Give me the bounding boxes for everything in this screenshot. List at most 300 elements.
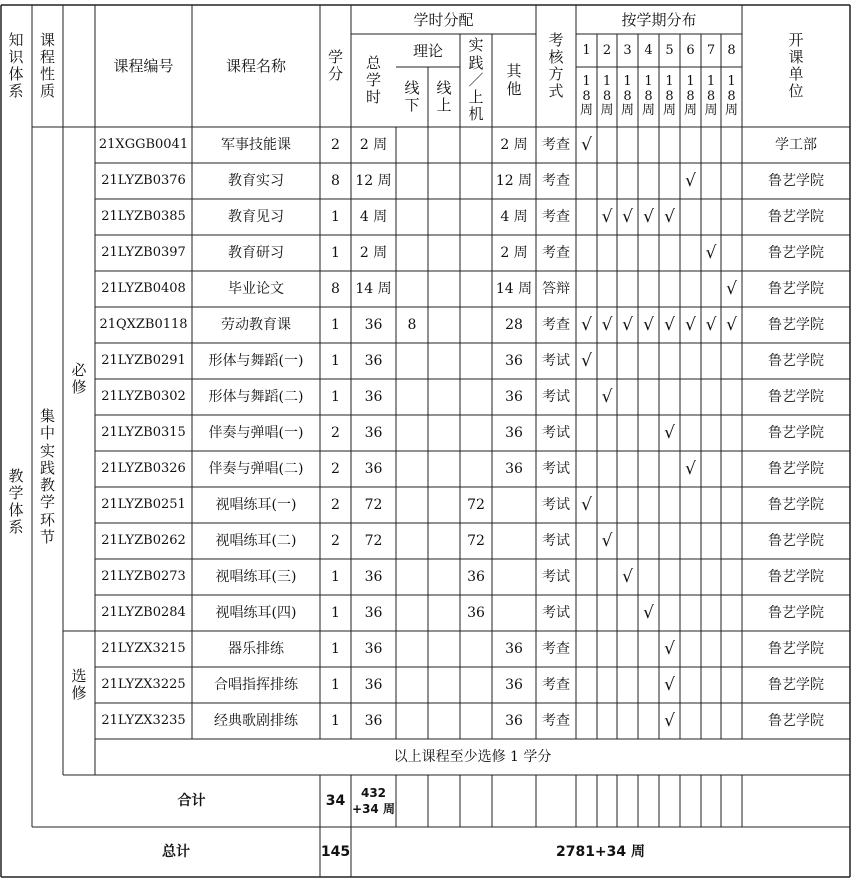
course-online-hours: [428, 307, 460, 343]
header-credit: [320, 5, 351, 127]
course-code: 21LYZB0385: [101, 209, 186, 225]
total-credit: 145: [320, 843, 351, 860]
header-theory: 理论: [412, 41, 443, 60]
semester-check-mark: √: [601, 314, 613, 335]
course-credit: 1: [331, 568, 340, 585]
char: 集: [39, 407, 55, 425]
course-name: 视唱练耳(二): [215, 532, 297, 549]
char: 课: [788, 47, 804, 66]
course-other-hours: 14 周: [495, 280, 533, 297]
header-assess: [536, 5, 576, 127]
course-offline-hours: [396, 235, 428, 271]
course-total-hours: 36: [364, 568, 383, 585]
knowledge-label: [32, 127, 63, 827]
course-unit: 鲁艺学院: [768, 424, 824, 441]
course-practice-hours: [460, 235, 492, 271]
course-other-hours: 36: [505, 352, 523, 369]
char: 8: [706, 88, 716, 104]
char: 周: [724, 103, 738, 119]
char: 环: [39, 510, 55, 529]
header-hours: 学时分配: [413, 10, 474, 29]
subtotal-hours-line: 432: [360, 785, 387, 800]
char: 1: [644, 73, 653, 89]
course-unit: 鲁艺学院: [768, 712, 824, 729]
course-code: 21XGGB0041: [98, 137, 189, 153]
course-name: 视唱练耳(四): [215, 604, 297, 621]
course-code: 21LYZB0376: [101, 173, 186, 189]
char: 1: [602, 73, 612, 89]
course-name: 形体与舞蹈(一): [208, 352, 304, 369]
subtotal-label: 合计: [177, 792, 206, 809]
course-name: 合唱指挥排练: [214, 676, 298, 693]
semester-check-mark: √: [664, 314, 675, 335]
course-other-hours: 36: [505, 676, 523, 693]
char: 式: [548, 82, 564, 101]
course-other-hours: [492, 595, 536, 631]
course-total-hours: 36: [364, 604, 383, 621]
course-offline-hours: [396, 487, 428, 523]
course-credit: 8: [331, 280, 340, 297]
course-online-hours: [428, 235, 460, 271]
course-practice-hours: [460, 415, 492, 451]
course-unit: 鲁艺学院: [768, 460, 824, 477]
header-sem-weeks: [576, 67, 597, 127]
semester-check-mark: √: [601, 206, 613, 227]
char: 位: [788, 82, 804, 101]
char: 节: [39, 527, 55, 546]
course-total-hours: 36: [364, 424, 383, 441]
char: 程: [39, 47, 55, 66]
subtotal-credit: 34: [325, 792, 346, 809]
char: 质: [39, 82, 55, 101]
elective-label: [63, 631, 95, 739]
course-name: 器乐排练: [228, 640, 284, 657]
char: 1: [706, 73, 716, 89]
course-practice-hours: [460, 307, 492, 343]
char: 体: [8, 65, 24, 83]
char: 教: [8, 466, 24, 485]
char: 单: [788, 65, 804, 83]
course-code: 21LYZB0262: [101, 533, 186, 549]
semester-check-mark: √: [643, 602, 654, 623]
course-other-hours: 4 周: [500, 208, 528, 225]
header-name: 课程名称: [225, 57, 286, 75]
course-offline-hours: [396, 451, 428, 487]
course-name: 毕业论文: [228, 280, 284, 297]
course-offline-hours: [396, 199, 428, 235]
header-sem-number: 8: [727, 42, 736, 58]
course-credit: 1: [331, 640, 340, 657]
semester-check-mark: √: [581, 314, 592, 335]
course-online-hours: [428, 343, 460, 379]
course-unit: 鲁艺学院: [768, 388, 824, 405]
char: 修: [71, 378, 87, 396]
course-other-hours: 36: [505, 424, 523, 441]
char: 8: [623, 88, 632, 104]
semester-check-mark: √: [664, 206, 675, 227]
course-online-hours: [428, 559, 460, 595]
course-practice-hours: 36: [467, 604, 485, 621]
course-total-hours: 36: [364, 316, 383, 333]
course-assess: 考查: [542, 712, 570, 729]
course-practice-hours: [460, 127, 492, 163]
semester-check-mark: √: [664, 638, 675, 659]
char: 学: [327, 47, 343, 66]
course-offline-hours: [396, 703, 428, 739]
char: 周: [683, 103, 697, 119]
course-assess: 考查: [542, 244, 570, 261]
course-unit: 鲁艺学院: [768, 640, 824, 657]
course-online-hours: [428, 487, 460, 523]
course-offline-hours: [396, 127, 428, 163]
course-total-hours: 36: [364, 388, 383, 405]
course-assess: 考试: [542, 424, 570, 441]
header-knowledge: [0, 5, 32, 127]
total-hours: 2781+34 周: [555, 843, 646, 860]
char: 8: [582, 88, 591, 104]
semester-check-mark: √: [622, 206, 633, 227]
course-total-hours: 36: [364, 712, 383, 729]
course-other-hours: [492, 559, 536, 595]
course-practice-hours: [460, 631, 492, 667]
header-sem-number: 4: [644, 42, 653, 58]
header-sem-weeks: [721, 67, 742, 127]
char: 学: [39, 493, 55, 512]
course-assess: 考试: [542, 460, 570, 477]
semester-check-mark: √: [685, 458, 696, 479]
char: 实: [468, 36, 484, 55]
course-credit: 1: [331, 388, 340, 405]
course-total-hours: 12 周: [355, 172, 392, 189]
course-assess: 考试: [542, 604, 570, 621]
char: 周: [620, 103, 634, 119]
course-unit: 学工部: [775, 136, 817, 153]
course-name: 伴奏与弹唱(一): [208, 424, 304, 441]
course-credit: 2: [331, 136, 340, 153]
header-online: [428, 67, 460, 127]
char: 知: [8, 30, 24, 49]
course-code: 21LYZB0315: [101, 425, 186, 441]
course-other-hours: [492, 523, 536, 559]
semester-check-mark: √: [581, 494, 592, 515]
course-unit: 鲁艺学院: [768, 496, 824, 513]
char: 学: [8, 483, 24, 502]
char: 周: [662, 103, 676, 119]
header-sem-weeks: [617, 67, 638, 127]
char: 实: [39, 441, 55, 460]
course-credit: 1: [331, 244, 340, 261]
semester-check-mark: √: [664, 422, 675, 443]
course-total-hours: 36: [364, 676, 383, 693]
course-practice-hours: [460, 199, 492, 235]
header-sem-weeks: [680, 67, 701, 127]
course-credit: 1: [331, 316, 340, 333]
course-other-hours: 36: [505, 388, 523, 405]
course-unit: 鲁艺学院: [768, 316, 824, 333]
course-code: 21LYZB0273: [101, 569, 186, 585]
course-offline-hours: [396, 415, 428, 451]
char: 机: [468, 105, 484, 124]
course-assess: 考试: [542, 532, 570, 549]
char: 1: [665, 73, 674, 89]
course-code: 21LYZB0284: [101, 605, 186, 621]
semester-check-mark: √: [601, 530, 613, 551]
course-offline-hours: [396, 667, 428, 703]
course-other-hours: 28: [505, 316, 523, 333]
char: 修: [71, 684, 87, 702]
char: 必: [71, 360, 87, 379]
course-credit: 1: [331, 208, 340, 225]
char: 时: [365, 88, 381, 107]
char: 8: [602, 88, 612, 104]
char: 系: [8, 518, 24, 537]
course-total-hours: 2 周: [359, 136, 388, 153]
course-total-hours: 72: [364, 532, 383, 549]
header-nature: [32, 5, 63, 127]
course-assess: 考查: [542, 640, 570, 657]
course-offline-hours: [396, 271, 428, 307]
course-code: 21LYZX3235: [101, 713, 186, 729]
course-practice-hours: [460, 451, 492, 487]
header-practice: [460, 34, 492, 127]
semester-check-mark: √: [664, 710, 675, 731]
course-online-hours: [428, 163, 460, 199]
course-credit: 2: [331, 496, 340, 513]
char: 课: [39, 30, 55, 49]
char: 1: [686, 73, 695, 89]
course-code: 21LYZB0326: [101, 461, 186, 477]
semester-check-mark: √: [581, 350, 592, 371]
char: 考: [548, 30, 564, 49]
course-practice-hours: 72: [467, 496, 485, 513]
course-practice-hours: [460, 379, 492, 415]
course-name: 军事技能课: [221, 136, 291, 153]
course-name: 教育见习: [228, 208, 284, 225]
char: 其: [506, 62, 522, 81]
char: 总: [365, 53, 381, 72]
semester-check-mark: √: [643, 206, 654, 227]
course-online-hours: [428, 199, 460, 235]
course-unit: 鲁艺学院: [768, 532, 824, 549]
char: 1: [727, 73, 736, 89]
header-sem-weeks: [701, 67, 721, 127]
course-practice-hours: [460, 271, 492, 307]
course-name: 伴奏与弹唱(二): [208, 460, 304, 477]
course-online-hours: [428, 595, 460, 631]
course-practice-hours: [460, 667, 492, 703]
course-other-hours: 12 周: [495, 172, 533, 189]
course-online-hours: [428, 667, 460, 703]
header-code: 课程编号: [113, 57, 174, 75]
header-sem-number: 7: [706, 42, 716, 58]
course-assess: 考查: [542, 316, 570, 333]
course-total-hours: 2 周: [359, 244, 388, 261]
char: 核: [548, 47, 564, 66]
char: 1: [623, 73, 632, 89]
header-sem-weeks: [597, 67, 617, 127]
char: 开: [788, 30, 804, 49]
header-sem-number: 5: [665, 42, 674, 58]
course-unit: 鲁艺学院: [768, 172, 824, 189]
char: 分: [327, 65, 343, 83]
course-practice-hours: [460, 163, 492, 199]
course-name: 教育研习: [228, 244, 284, 261]
semester-check-mark: √: [726, 314, 737, 335]
semester-check-mark: √: [726, 278, 737, 299]
course-assess: 考查: [542, 172, 570, 189]
course-name: 视唱练耳(一): [215, 496, 297, 513]
required-label: [63, 127, 95, 631]
char: 8: [727, 88, 736, 104]
course-code: 21LYZB0251: [101, 497, 186, 513]
course-credit: 1: [331, 352, 340, 369]
header-sem-number: 3: [623, 42, 632, 58]
char: 下: [404, 96, 420, 114]
header-semester: 按学期分布: [621, 10, 697, 29]
header-total-hours: [351, 34, 396, 127]
char: ／: [468, 70, 484, 89]
header-sem-number: 1: [582, 42, 591, 58]
course-credit: 1: [331, 712, 340, 729]
course-unit: 鲁艺学院: [768, 280, 824, 297]
course-code: 21LYZX3225: [101, 677, 186, 693]
char: 性: [39, 65, 55, 83]
course-offline-hours: [396, 523, 428, 559]
course-unit: 鲁艺学院: [768, 352, 824, 369]
course-other-hours: 36: [505, 460, 523, 477]
subtotal-hours-line: +34 周: [352, 802, 395, 816]
char: 8: [665, 88, 674, 104]
course-code: 21QXZB0118: [99, 317, 188, 333]
char: 上: [436, 96, 452, 114]
course-code: 21LYZB0408: [101, 281, 186, 297]
char: 方: [548, 65, 564, 83]
char: 线: [404, 78, 420, 97]
course-total-hours: 72: [364, 496, 383, 513]
char: 践: [39, 458, 55, 477]
course-unit: 鲁艺学院: [768, 676, 824, 693]
course-credit: 2: [331, 460, 340, 477]
course-other-hours: 2 周: [500, 244, 528, 261]
semester-check-mark: √: [622, 314, 633, 335]
semester-check-mark: √: [581, 134, 592, 155]
course-unit: 鲁艺学院: [768, 208, 824, 225]
course-online-hours: [428, 415, 460, 451]
char: 周: [600, 103, 614, 119]
course-credit: 8: [331, 172, 340, 189]
semester-check-mark: √: [601, 386, 613, 407]
total-label: 总计: [162, 843, 190, 860]
course-online-hours: [428, 631, 460, 667]
header-offline: [396, 67, 428, 127]
course-code: 21LYZB0291: [101, 353, 186, 369]
course-code: 21LYZB0302: [101, 389, 186, 405]
course-assess: 考查: [542, 208, 570, 225]
char: 8: [686, 88, 695, 104]
char: 周: [579, 103, 593, 119]
semester-check-mark: √: [685, 314, 696, 335]
course-online-hours: [428, 379, 460, 415]
header-sem-weeks: [659, 67, 680, 127]
char: 8: [644, 88, 653, 104]
course-practice-hours: [460, 343, 492, 379]
header-sem-number: 6: [686, 42, 695, 58]
course-offline-hours: 8: [407, 316, 417, 333]
semester-check-mark: √: [705, 242, 717, 263]
course-practice-hours: 36: [467, 568, 485, 585]
course-offline-hours: [396, 631, 428, 667]
system-label: [0, 127, 32, 877]
char: 中: [39, 424, 55, 443]
course-total-hours: 14 周: [355, 280, 392, 297]
char: 上: [468, 88, 484, 107]
course-total-hours: 36: [364, 352, 383, 369]
course-assess: 考试: [542, 352, 570, 369]
course-other-hours: 36: [505, 712, 523, 729]
char: 他: [506, 79, 522, 98]
course-online-hours: [428, 127, 460, 163]
course-name: 视唱练耳(三): [215, 568, 297, 585]
subtotal-hours: [351, 775, 396, 827]
course-offline-hours: [396, 379, 428, 415]
course-assess: 答辩: [542, 280, 570, 297]
course-unit: 鲁艺学院: [768, 568, 824, 585]
course-online-hours: [428, 271, 460, 307]
course-name: 形体与舞蹈(二): [208, 388, 304, 405]
char: 践: [468, 53, 484, 72]
course-code: 21LYZB0397: [101, 245, 186, 261]
char: 周: [641, 103, 655, 119]
char: 1: [582, 73, 591, 89]
header-sem-number: 2: [602, 42, 612, 58]
course-offline-hours: [396, 163, 428, 199]
course-credit: 1: [331, 604, 340, 621]
course-total-hours: 36: [364, 640, 383, 657]
semester-check-mark: √: [685, 170, 696, 191]
course-other-hours: 2 周: [500, 136, 528, 153]
course-credit: 2: [331, 424, 340, 441]
char: 系: [8, 82, 24, 101]
course-name: 经典歌剧排练: [214, 712, 298, 729]
course-unit: 鲁艺学院: [768, 244, 824, 261]
course-assess: 考试: [542, 388, 570, 405]
course-code: 21LYZX3215: [101, 641, 186, 657]
course-offline-hours: [396, 559, 428, 595]
course-practice-hours: [460, 703, 492, 739]
course-other-hours: 36: [505, 640, 523, 657]
course-assess: 考试: [542, 568, 570, 585]
char: 线: [436, 78, 452, 97]
course-online-hours: [428, 703, 460, 739]
semester-check-mark: √: [622, 566, 633, 587]
course-offline-hours: [396, 595, 428, 631]
course-assess: 考试: [542, 496, 570, 513]
char: 选: [71, 666, 87, 685]
course-name: 劳动教育课: [221, 316, 291, 333]
header-unit: [742, 5, 850, 127]
course-name: 教育实习: [228, 172, 284, 189]
course-other-hours: [492, 487, 536, 523]
char: 学: [365, 70, 381, 89]
header-other: [492, 34, 536, 127]
char: 体: [8, 501, 24, 519]
course-assess: 考查: [542, 136, 570, 153]
char: 教: [39, 476, 55, 494]
course-assess: 考查: [542, 676, 570, 693]
course-online-hours: [428, 451, 460, 487]
semester-check-mark: √: [705, 314, 717, 335]
course-total-hours: 36: [364, 460, 383, 477]
